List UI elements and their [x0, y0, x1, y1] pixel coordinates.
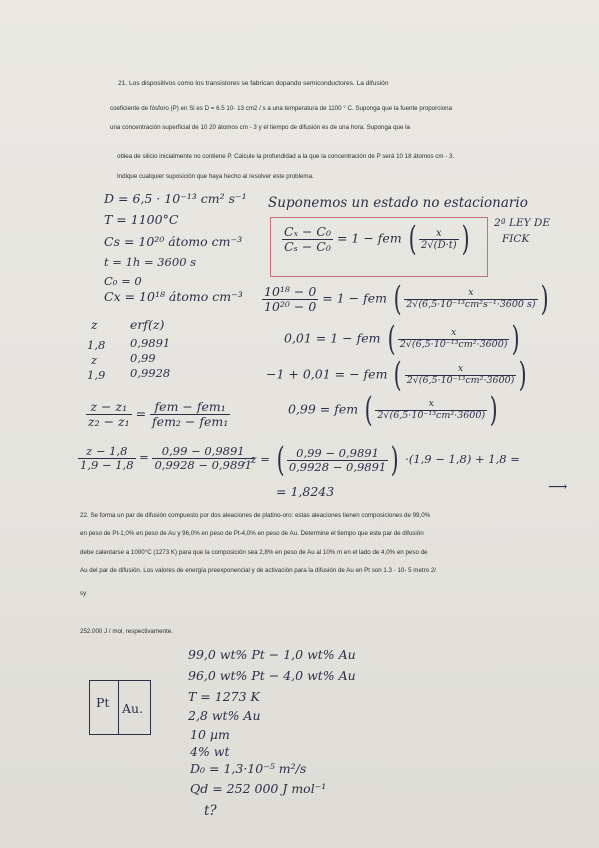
problem-22-line-2: en peso de Pt-1,0% en peso de Au y 96,0% en peso de Pt-4,0% en peso de Au. Determine el tiempo que este par de difusión — [80, 530, 424, 537]
step-4-equation: 0,99 = fem ( $\frac{x}{\text{2√(6,5·10⁻¹³cm²·3600)}}$ ) — [288, 390, 498, 430]
data-line-2: 96,0 wt% Pt − 4,0 wt% Au — [188, 668, 356, 683]
interp-lhs-num: z − z₁ — [90, 399, 128, 414]
problem-22-line-4: Au del par de difusión. Los valores de energía preexponencial y de activación para la difusión de Au en Pt son 1.3 · 10- 5 metro 2/ — [80, 567, 437, 574]
table-row-3-z: 1,9 — [87, 368, 106, 382]
problem-22-line-1: 22. Se forma un par de difusión compuesto por dos aleaciones de platino-oro: estas aleaciones tienen composiciones de 99,0% — [80, 512, 431, 519]
interp-rhs — [150, 400, 230, 429]
given-Cs: Cs = 10²⁰ átomo cm⁻³ — [104, 234, 243, 249]
solve-suffix: ·(1,9 − 1,8) + 1,8 = — [405, 452, 520, 466]
given-T: T = 1100°C — [104, 212, 179, 227]
solve-prefix: ; z = — [243, 452, 270, 466]
data-line-6: 4% wt — [190, 744, 230, 759]
data-line-7: D₀ = 1,3·10⁻⁵ m²/s — [190, 761, 307, 776]
sub-rhs-num: 0,99 − 0,9891 — [161, 444, 245, 458]
fick-solution-equation: $\frac{\text{Cₓ − C₀}}{\text{Cₛ − C₀}}$ = 1 − fem ( $\frac{x}{2√(D\cdot t)}$ ) — [284, 219, 470, 259]
problem-21-line-4: oblea de silicio inicialmente no contiene P. Calcule la profundidad a la que la concentración de P será 10 18 átomos cm - 3. — [117, 153, 455, 160]
box-equals: = 1 − fem — [336, 230, 402, 246]
step-1-arg-den: 2√(6,5·10⁻¹³cm²s⁻¹·3600 s) — [406, 298, 536, 310]
step-3-equation: −1 + 0,01 = − fem ( $\frac{x}{\text{2√(6,5·10⁻¹³cm²·3600)}}$ ) — [266, 355, 528, 395]
solve-fraction — [287, 447, 388, 473]
sub-lhs — [78, 445, 136, 471]
step-3-argument — [405, 364, 517, 386]
table-row-2-z: z — [91, 353, 98, 367]
table-head-erf: erf(z) — [130, 317, 165, 332]
sub-lhs-num: z − 1,8 — [86, 444, 128, 458]
step-2-arg-num: x — [450, 327, 457, 339]
diagram-label-pt: Pt — [96, 695, 110, 710]
step-3-lhs: −1 + 0,01 = − fem — [266, 366, 388, 382]
solve-num: 0,99 − 0,9891 — [296, 445, 379, 460]
box-fraction — [282, 225, 333, 254]
interpolation-formula: $\frac{\text{z − z₁}}{\text{z₂ − z₁}}$ = $\frac{\text{fem − fem₁}}{\text{fem₂ − fem₁}}$ — [88, 399, 229, 429]
given-Cx: Cx = 10¹⁸ átomo cm⁻³ — [104, 289, 243, 304]
data-line-1: 99,0 wt% Pt − 1,0 wt% Au — [188, 647, 356, 662]
step-1-arg-num: x — [468, 287, 474, 299]
step-2-equation: 0,01 = 1 − fem ( $\frac{x}{\text{2√(6,5·10⁻¹³cm²·3600)}}$ ) — [284, 319, 521, 359]
step-4-lhs: 0,99 = fem — [288, 401, 359, 417]
data-line-8: Qd = 252 000 J mol⁻¹ — [190, 781, 327, 796]
result-z: = 1,8243 — [276, 484, 335, 499]
table-row-3-erf: 0,9928 — [130, 366, 171, 380]
step-1-num: 10¹⁸ − 0 — [264, 283, 317, 299]
step-3-arg-den: 2√(6,5·10⁻¹³cm²·3600) — [406, 374, 515, 386]
interpolation-substitution: $\frac{z - 1,8}{1,9 - 1,8}$ = $\frac{0,99 - 0,9891}{0,9928 - 0,9891}$ — [80, 444, 252, 472]
box-argument — [419, 228, 459, 251]
step-4-arg-den: 2√(6,5·10⁻¹³cm²·3600) — [377, 409, 486, 421]
data-line-3: T = 1273 K — [188, 689, 260, 704]
problem-22-line-6: 252.000 J / mol, respectivamente. — [80, 628, 173, 635]
fick-law-note-1: 2ª LEY DE — [494, 217, 550, 229]
step-1-fraction — [262, 285, 318, 314]
step-3-arg-num: x — [457, 363, 464, 375]
box-numerator: Cₓ − C₀ — [284, 223, 331, 239]
diagram-label-au: Au. — [122, 701, 144, 716]
box-denominator: Cₛ − C₀ — [282, 239, 333, 254]
step-1-argument — [404, 288, 537, 310]
problem-21-line-1: 21. Los dispositivos como los transistores se fabrican dopando semiconductores. La difusión — [118, 80, 389, 87]
continuation-arrow: ⟶ — [548, 479, 568, 495]
table-row-1-erf: 0,9891 — [130, 336, 171, 350]
data-line-9: t? — [204, 803, 217, 819]
sub-rhs-den: 0,9928 − 0,9891 — [154, 457, 252, 472]
problem-21-line-3: una concentración superficial de 10 20 átomos cm - 3 y el tiempo de difusión es de una hora. Suponga que la — [110, 124, 410, 131]
interp-lhs-den: z₂ − z₁ — [88, 413, 130, 429]
step-2-argument — [398, 328, 510, 350]
given-C0: C₀ = 0 — [104, 274, 142, 288]
step-2-lhs: 0,01 = 1 − fem — [284, 330, 381, 346]
step-1-equation: $\frac{\text{10¹⁸ − 0}}{\text{10²⁰ − 0}}$ = 1 − fem ( $\frac{x}{\text{2√(6,5·10⁻¹³cm²s⁻¹·3600 s)}}$ ) — [264, 279, 549, 319]
diagram-interface — [118, 681, 119, 734]
solve-for-z: ; z = ( $\frac{0,99 - 0,9891}{0,9928 - 0,9891}$ ) ·(1,9 − 1,8) + 1,8 = — [243, 440, 520, 480]
given-D: D = 6,5 · 10⁻¹³ cm² s⁻¹ — [104, 191, 247, 206]
box-arg-den: 2√(D·t) — [420, 239, 457, 251]
step-4-arg-num: x — [428, 398, 434, 410]
problem-21-line-2: coeficiente de fósforo (P) en Si es D = 6.5 10- 13 cm2 / s a una temperatura de 1100 ° C. Suponga que la fuente proporciona — [110, 105, 453, 112]
given-t: t = 1h = 3600 s — [104, 255, 197, 269]
interp-rhs-num: fem − fem₁ — [154, 399, 226, 414]
problem-22-line-3: debe calentarse a 1000°C (1273 K) para que la composición sea 2,8% en peso de Au al 10% m en el lado de 4,0% en peso de — [80, 549, 428, 556]
table-row-1-z: 1,8 — [87, 338, 106, 352]
problem-22-line-5: sy — [80, 590, 87, 597]
solve-den: 0,9928 − 0,9891 — [288, 459, 387, 474]
assumption-note: Suponemos un estado no estacionario — [268, 195, 528, 211]
data-line-4: 2,8 wt% Au — [188, 708, 261, 723]
step-1-equals: = 1 − fem — [322, 290, 387, 306]
sub-rhs — [152, 445, 253, 471]
sub-lhs-den: 1,9 − 1,8 — [80, 457, 134, 472]
box-arg-num: x — [436, 227, 442, 239]
data-line-5: 10 µm — [190, 727, 230, 742]
step-4-argument — [375, 399, 487, 421]
step-2-arg-den: 2√(6,5·10⁻¹³cm²·3600) — [399, 338, 508, 350]
table-row-2-erf: 0,99 — [130, 351, 156, 365]
interp-lhs — [86, 400, 132, 429]
step-1-den: 10²⁰ − 0 — [264, 298, 317, 314]
table-head-z: z — [91, 317, 98, 332]
fick-law-note-2: FICK — [502, 233, 530, 245]
interp-rhs-den: fem₂ − fem₁ — [152, 413, 229, 429]
problem-21-line-5: Indique cualquier suposición que haya hecho al resolver este problema. — [117, 173, 314, 180]
